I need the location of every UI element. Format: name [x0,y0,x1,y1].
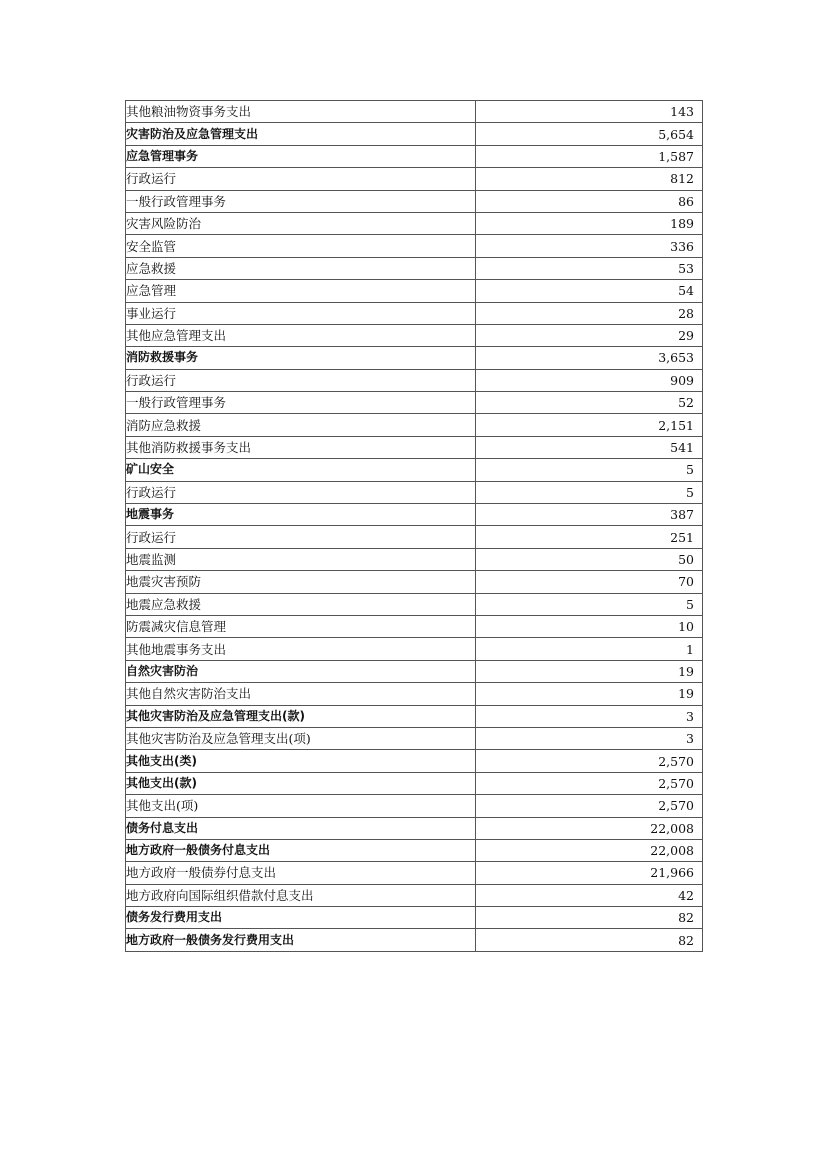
expenditure-amount: 19 [476,660,703,682]
expenditure-amount: 42 [476,884,703,906]
expenditure-amount: 143 [476,101,703,123]
item-row [126,884,703,906]
item-row [126,190,703,212]
item-row [126,212,703,234]
expenditure-amount: 52 [476,392,703,414]
expenditure-item-name: 防震减灾信息管理 [126,615,476,637]
expenditure-item-name: 地方政府一般债务发行费用支出 [126,929,476,951]
subcategory-row [126,459,703,481]
item-row [126,638,703,660]
expenditure-amount: 2,570 [476,795,703,817]
expenditure-item-name: 地方政府一般债券付息支出 [126,862,476,884]
item-row [126,615,703,637]
subcategory-row [126,145,703,167]
expenditure-item-name: 地方政府向国际组织借款付息支出 [126,884,476,906]
expenditure-amount: 19 [476,683,703,705]
expenditure-amount: 22,008 [476,839,703,861]
expenditure-item-name: 其他粮油物资事务支出 [126,101,476,123]
expenditure-item-name: 其他灾害防治及应急管理支出(款) [126,705,476,727]
item-row [126,369,703,391]
expenditure-item-name: 债务付息支出 [126,817,476,839]
expenditure-amount: 3 [476,705,703,727]
item-row [126,414,703,436]
expenditure-amount: 29 [476,324,703,346]
item-row [126,862,703,884]
expenditure-amount: 54 [476,280,703,302]
subcategory-row [126,347,703,369]
item-row [126,235,703,257]
expenditure-item-name: 应急管理事务 [126,145,476,167]
expenditure-amount: 387 [476,504,703,526]
expenditure-item-name: 灾害风险防治 [126,212,476,234]
expenditure-item-name: 其他支出(项) [126,795,476,817]
item-row [126,481,703,503]
item-row [126,683,703,705]
expenditure-item-name: 一般行政管理事务 [126,392,476,414]
expenditure-amount: 22,008 [476,817,703,839]
expenditure-item-name: 灾害防治及应急管理支出 [126,123,476,145]
item-row [126,526,703,548]
item-row [126,324,703,346]
subcategory-row [126,772,703,794]
expenditure-item-name: 消防应急救援 [126,414,476,436]
subcategory-row [126,705,703,727]
item-row [126,302,703,324]
table-body [126,101,703,952]
expenditure-amount: 86 [476,190,703,212]
category-row [126,817,703,839]
expenditure-item-name: 其他灾害防治及应急管理支出(项) [126,727,476,749]
item-row [126,436,703,458]
expenditure-item-name: 地震灾害预防 [126,571,476,593]
expenditure-amount: 541 [476,436,703,458]
item-row [126,571,703,593]
expenditure-item-name: 地方政府一般债务付息支出 [126,839,476,861]
expenditure-item-name: 地震事务 [126,504,476,526]
expenditure-amount: 2,570 [476,772,703,794]
item-row [126,392,703,414]
expenditure-amount: 21,966 [476,862,703,884]
expenditure-amount: 1 [476,638,703,660]
expenditure-item-name: 行政运行 [126,168,476,190]
expenditure-amount: 189 [476,212,703,234]
expenditure-amount: 50 [476,548,703,570]
expenditure-item-name: 债务发行费用支出 [126,907,476,929]
subcategory-row [126,504,703,526]
expenditure-amount: 5 [476,481,703,503]
item-row [126,168,703,190]
expenditure-amount: 336 [476,235,703,257]
expenditure-amount: 251 [476,526,703,548]
category-row [126,750,703,772]
item-row [126,280,703,302]
expenditure-amount: 2,151 [476,414,703,436]
expenditure-amount: 82 [476,929,703,951]
expenditure-item-name: 一般行政管理事务 [126,190,476,212]
expenditure-amount: 3 [476,727,703,749]
expenditure-amount: 1,587 [476,145,703,167]
expenditure-amount: 70 [476,571,703,593]
category-row [126,907,703,929]
item-row [126,727,703,749]
expenditure-amount: 28 [476,302,703,324]
expenditure-item-name: 自然灾害防治 [126,660,476,682]
item-row [126,593,703,615]
expenditure-item-name: 应急救援 [126,257,476,279]
expenditure-item-name: 地震监测 [126,548,476,570]
subcategory-row [126,660,703,682]
expenditure-amount: 812 [476,168,703,190]
expenditure-amount: 2,570 [476,750,703,772]
expenditure-item-name: 事业运行 [126,302,476,324]
expenditure-item-name: 其他应急管理支出 [126,324,476,346]
expenditure-item-name: 其他地震事务支出 [126,638,476,660]
expenditure-item-name: 消防救援事务 [126,347,476,369]
expenditure-amount: 53 [476,257,703,279]
item-row [126,795,703,817]
expenditure-table [125,100,703,952]
expenditure-item-name: 其他自然灾害防治支出 [126,683,476,705]
category-row [126,123,703,145]
expenditure-item-name: 行政运行 [126,526,476,548]
subcategory-row [126,929,703,951]
expenditure-item-name: 矿山安全 [126,459,476,481]
expenditure-item-name: 行政运行 [126,369,476,391]
expenditure-amount: 82 [476,907,703,929]
expenditure-item-name: 安全监管 [126,235,476,257]
expenditure-amount: 3,653 [476,347,703,369]
expenditure-item-name: 其他支出(款) [126,772,476,794]
expenditure-amount: 5 [476,593,703,615]
expenditure-item-name: 其他消防救援事务支出 [126,436,476,458]
expenditure-item-name: 其他支出(类) [126,750,476,772]
expenditure-amount: 5,654 [476,123,703,145]
expenditure-amount: 909 [476,369,703,391]
item-row [126,257,703,279]
subcategory-row [126,839,703,861]
expenditure-item-name: 应急管理 [126,280,476,302]
item-row [126,548,703,570]
item-row [126,101,703,123]
expenditure-amount: 5 [476,459,703,481]
expenditure-item-name: 地震应急救援 [126,593,476,615]
expenditure-item-name: 行政运行 [126,481,476,503]
expenditure-amount: 10 [476,615,703,637]
